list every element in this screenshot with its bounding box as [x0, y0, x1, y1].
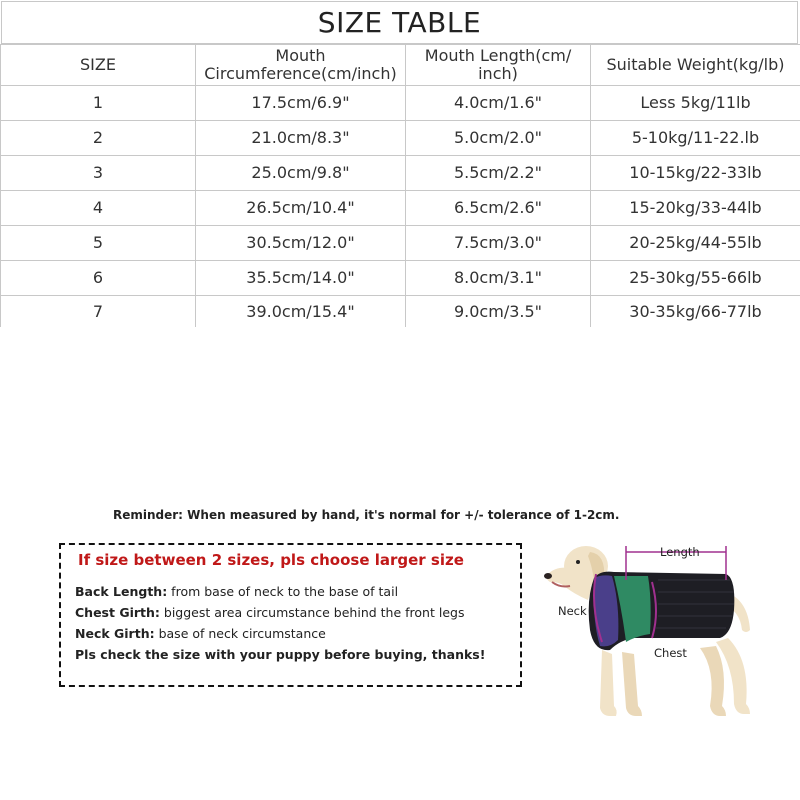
neck-girth-term: Neck Girth: [75, 626, 155, 641]
check-size-note: Pls check the size with your puppy before buying, thanks! [75, 647, 486, 662]
back-length-note [75, 584, 398, 599]
table-row [1, 226, 800, 261]
front-leg-right [622, 652, 642, 716]
table-row [1, 296, 800, 328]
cell-mouth-circumference: 26.5cm/10.4" [196, 191, 406, 226]
header-row [1, 45, 800, 86]
front-leg-left [600, 650, 617, 716]
dog-eye [576, 560, 580, 564]
cell-size: 1 [1, 86, 196, 121]
table-title: SIZE TABLE [1, 1, 798, 44]
cell-suitable-weight: 15-20kg/33-44lb [591, 191, 800, 226]
cell-mouth-length: 5.5cm/2.2" [406, 156, 591, 191]
table-row [1, 156, 800, 191]
header-size [1, 45, 196, 86]
header-mouth-length-line2: inch) [478, 64, 518, 83]
back-length-term: Back Length: [75, 584, 168, 599]
neck-girth-note [75, 626, 326, 641]
note-heading: If size between 2 sizes, pls choose larger size [78, 551, 464, 569]
cell-mouth-circumference: 39.0cm/15.4" [196, 296, 406, 328]
cell-mouth-circumference: 17.5cm/6.9" [196, 86, 406, 121]
cell-size: 4 [1, 191, 196, 226]
dog-figure [530, 530, 790, 730]
measurement-reminder: Reminder: When measured by hand, it's normal for +/- tolerance of 1-2cm. [113, 508, 620, 522]
cell-suitable-weight: Less 5kg/11lb [591, 86, 800, 121]
cell-suitable-weight: 10-15kg/22-33lb [591, 156, 800, 191]
cell-size: 6 [1, 261, 196, 296]
dog-nose [544, 573, 552, 579]
chest-girth-term: Chest Girth: [75, 605, 160, 620]
cell-mouth-length: 6.5cm/2.6" [406, 191, 591, 226]
size-table [0, 0, 800, 330]
cell-suitable-weight: 5-10kg/11-22.lb [591, 121, 800, 156]
header-mouth-length [406, 45, 591, 86]
hind-leg-left [700, 646, 726, 716]
cell-mouth-length: 4.0cm/1.6" [406, 86, 591, 121]
dog-measurement-illustration [530, 530, 790, 730]
sizing-note-box [59, 543, 522, 687]
table-row [1, 191, 800, 226]
cell-mouth-circumference: 30.5cm/12.0" [196, 226, 406, 261]
header-suitable-weight [591, 45, 800, 86]
chest-girth-note [75, 605, 464, 620]
cell-mouth-length: 7.5cm/3.0" [406, 226, 591, 261]
table-row [1, 261, 800, 296]
cell-mouth-circumference: 25.0cm/9.8" [196, 156, 406, 191]
header-suitable-weight-label: Suitable Weight(kg/lb) [606, 55, 785, 74]
header-mouth-circumference-line1: Mouth [275, 46, 326, 65]
cell-mouth-length: 5.0cm/2.0" [406, 121, 591, 156]
table-row [1, 86, 800, 121]
cell-mouth-length: 8.0cm/3.1" [406, 261, 591, 296]
header-mouth-length-line1: Mouth Length(cm/ [424, 46, 572, 65]
header-mouth-circumference-line2: Circumference(cm/inch) [204, 64, 397, 83]
cell-size: 3 [1, 156, 196, 191]
table-row [1, 121, 800, 156]
cell-mouth-circumference: 35.5cm/14.0" [196, 261, 406, 296]
chest-girth-desc: biggest area circumstance behind the front legs [159, 605, 465, 620]
back-length-desc: from base of neck to the base of tail [167, 584, 399, 599]
header-mouth-circumference [196, 45, 406, 86]
cell-size: 5 [1, 226, 196, 261]
cell-suitable-weight: 30-35kg/66-77lb [591, 296, 800, 328]
cell-suitable-weight: 20-25kg/44-55lb [591, 226, 800, 261]
cell-mouth-circumference: 21.0cm/8.3" [196, 121, 406, 156]
neck-label: Neck [558, 604, 587, 618]
cell-suitable-weight: 25-30kg/55-66lb [591, 261, 800, 296]
size-grid [0, 44, 800, 327]
neck-girth-desc: base of neck circumstance [154, 626, 326, 641]
length-label: Length [660, 545, 700, 559]
cell-mouth-length: 9.0cm/3.5" [406, 296, 591, 328]
cell-size: 7 [1, 296, 196, 328]
cell-size: 2 [1, 121, 196, 156]
chest-label: Chest [654, 646, 687, 660]
header-size-label: SIZE [80, 55, 116, 74]
